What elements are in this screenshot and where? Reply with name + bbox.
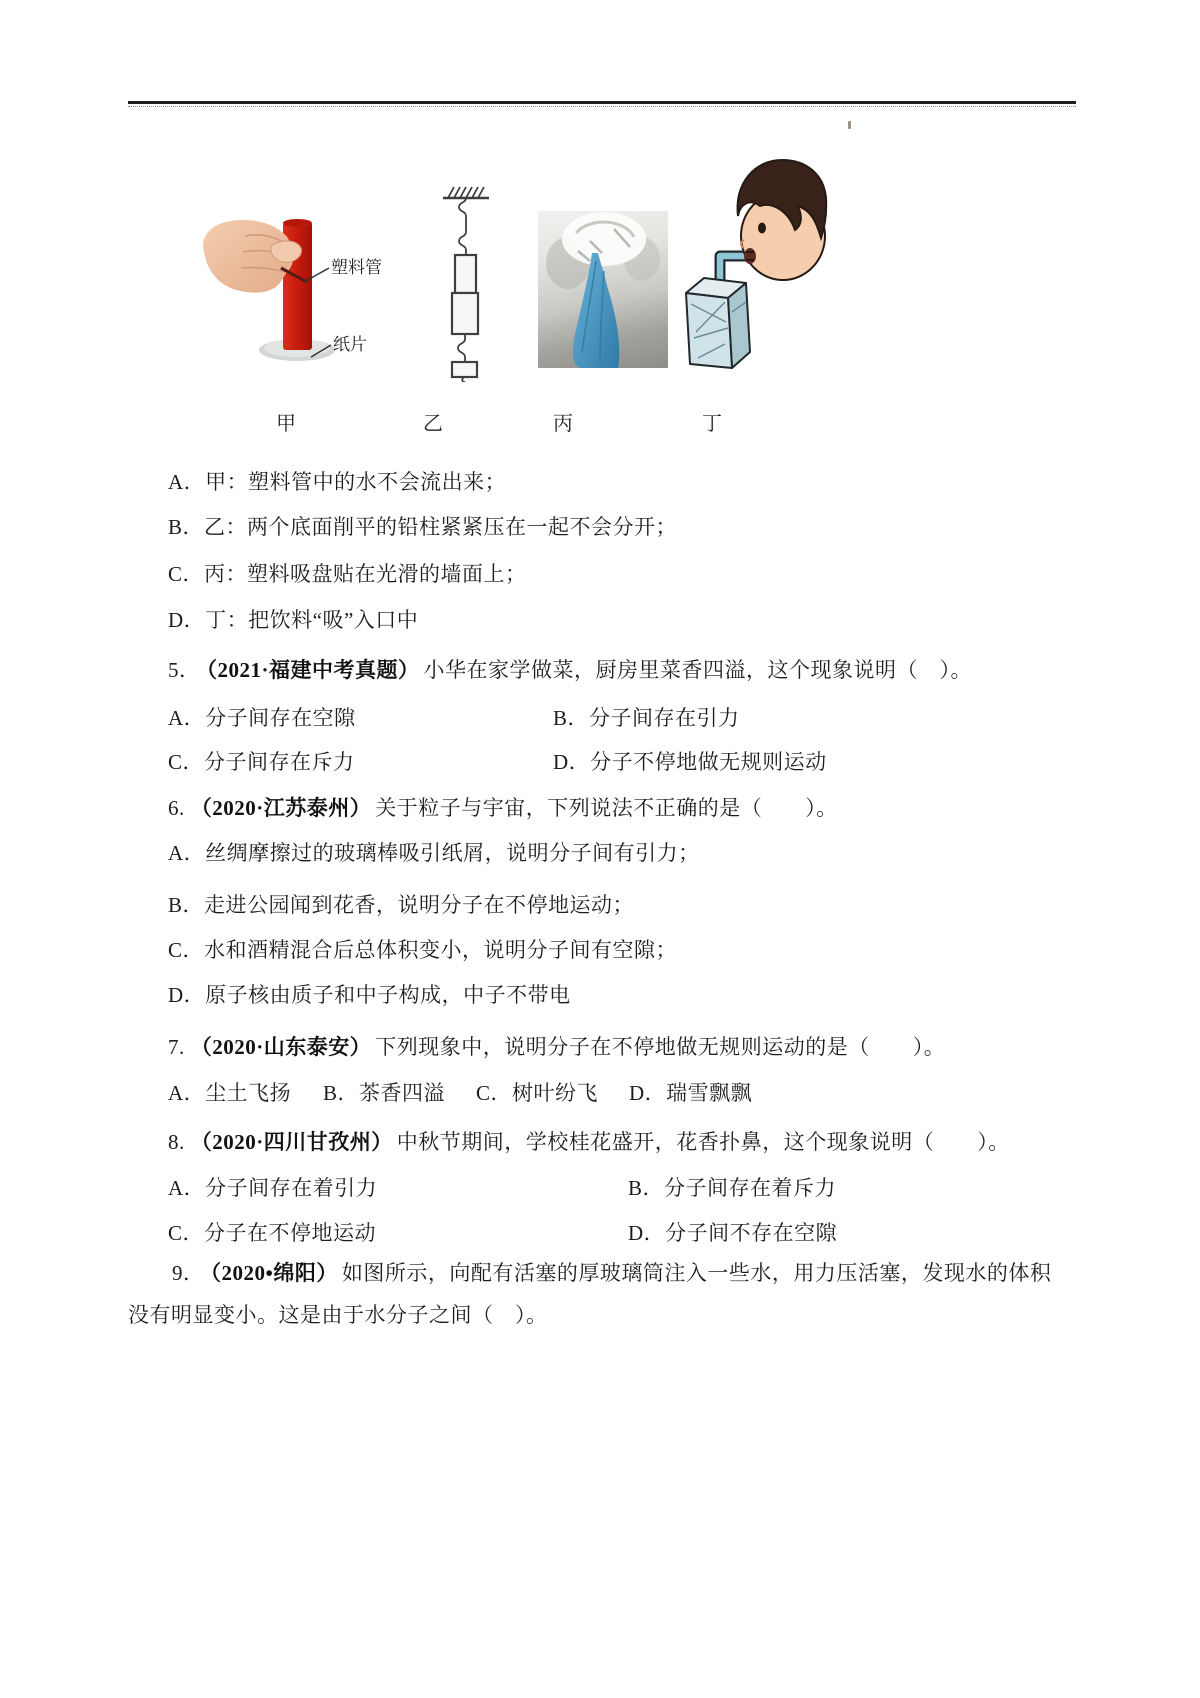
q7-stem-line: [168, 1031, 945, 1063]
caption-jia: 甲: [276, 413, 296, 435]
figure-jia-plastic-tube-icon: [185, 192, 400, 370]
q4-option-b: B．乙：两个底面削平的铅柱紧紧压在一起不会分开；: [168, 515, 678, 539]
q5-stem: 小华在家学做菜，厨房里菜香四溢，这个现象说明（ ）。: [423, 658, 973, 682]
q4-option-d: D．丁：把饮料“吸”入口中: [168, 608, 419, 632]
juice-box: [686, 278, 750, 368]
q9-number: 9．: [172, 1261, 205, 1285]
q6-stem-line: [168, 792, 838, 824]
q7-option-b: B．茶香四溢: [323, 1081, 446, 1105]
q9-stem-line-1: [172, 1257, 1051, 1289]
q5-option-d: D．分子不停地做无规则运动: [553, 750, 827, 774]
q4-option-c: C．丙：塑料吸盘贴在光滑的墙面上；: [168, 562, 527, 586]
weight: [452, 362, 477, 377]
lead-cylinder-top: [455, 255, 476, 293]
caption-yi: 乙: [423, 413, 443, 435]
hook-top: [459, 198, 466, 216]
q8-source: （2020·四川甘孜州）: [190, 1130, 393, 1154]
q7-source: （2020·山东泰安）: [190, 1035, 372, 1059]
q9-source: （2020•绵阳）: [210, 1261, 338, 1285]
q6-stem: 关于粒子与宇宙，下列说法不正确的是（ ）。: [375, 796, 838, 820]
caption-ding: 丁: [702, 413, 722, 435]
scan-speck: [848, 121, 851, 129]
q8-option-b: B．分子间存在着斥力: [628, 1176, 837, 1200]
lead-cylinder-bottom: [452, 293, 478, 334]
tube-top: [283, 219, 312, 227]
q7-option-a: A．尘土飞扬: [168, 1081, 292, 1105]
q9-stem-line-2: 没有明显变小。这是由于水分子之间（ ）。: [128, 1303, 548, 1327]
q6-number: 6.: [168, 796, 185, 820]
q7-option-c: C．树叶纷飞: [476, 1081, 599, 1105]
paper-label: 纸片: [333, 335, 367, 354]
q5-number: 5．: [168, 658, 201, 682]
boy-eye: [758, 223, 766, 234]
q8-option-a: A．分子间存在着引力: [168, 1176, 378, 1200]
hook-bottom: [458, 339, 465, 357]
ceiling-hatch: [448, 187, 484, 198]
hook-middle: [459, 232, 466, 250]
q5-option-b: B．分子间存在引力: [553, 706, 740, 730]
q5-source: （2021·福建中考真题）: [206, 658, 420, 682]
q7-number: 7.: [168, 1035, 185, 1059]
figure-ding-drinking-icon: [628, 152, 828, 377]
q8-option-c: C．分子在不停地运动: [168, 1221, 377, 1245]
q8-option-d: D．分子间不存在空隙: [628, 1221, 838, 1245]
q5-stem-line: [168, 654, 972, 686]
q6-option-c: C．水和酒精混合后总体积变小，说明分子间有空隙；: [168, 938, 678, 962]
q8-stem: 中秋节期间，学校桂花盛开，花香扑鼻，这个现象说明（ ）。: [396, 1130, 1010, 1154]
q7-option-d: D．瑞雪飘飘: [629, 1081, 753, 1105]
tube-label: 塑料管: [331, 258, 382, 277]
q6-source: （2020·江苏泰州）: [190, 796, 372, 820]
q5-option-c: C．分子间存在斥力: [168, 750, 355, 774]
boy-mouth: [744, 248, 756, 264]
top-divider-line: [128, 101, 1076, 104]
top-divider-dotted-line: [128, 106, 1076, 107]
q8-stem-line: [168, 1126, 1010, 1158]
q8-number: 8.: [168, 1130, 185, 1154]
q7-stem: 下列现象中，说明分子在不停地做无规则运动的是（ ）。: [375, 1035, 946, 1059]
figure-yi-lead-cylinders-icon: [438, 182, 494, 382]
q6-option-d: D．原子核由质子和中子构成，中子不带电: [168, 983, 571, 1007]
caption-bing: 丙: [553, 413, 573, 435]
q6-option-a: A．丝绸摩擦过的玻璃棒吸引纸屑，说明分子间有引力；: [168, 841, 700, 865]
q4-option-a: A．甲：塑料管中的水不会流出来；: [168, 470, 507, 494]
q9-stem-part1: 如图所示，向配有活塞的厚玻璃筒注入一些水，用力压活塞，发现水的体积: [341, 1261, 1052, 1285]
q6-option-b: B．走进公园闻到花香，说明分子在不停地运动；: [168, 893, 635, 917]
q5-option-a: A．分子间存在空隙: [168, 706, 356, 730]
